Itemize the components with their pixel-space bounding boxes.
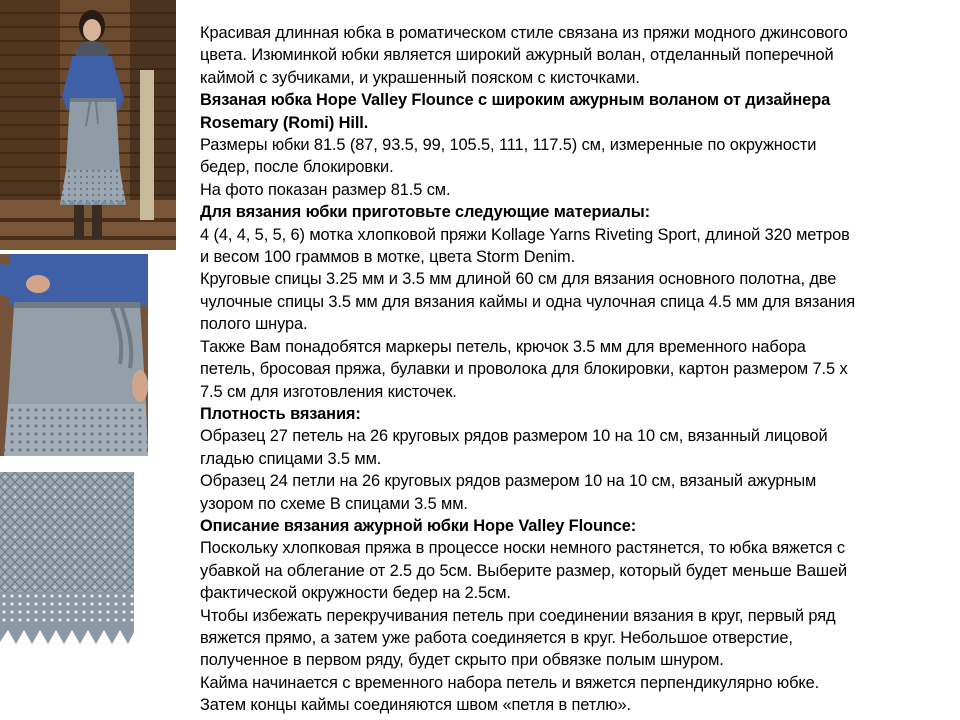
edging-paragraph: Кайма начинается с временного набора петель и вяжется перпендикулярно юбке. Затем концы каймы соединяются швом «петля в петлю». xyxy=(200,673,820,715)
photo-skirt-waist-closeup xyxy=(0,254,148,456)
sizes-paragraph: Размеры юбки 81.5 (87, 93.5, 99, 105.5, 111, 117.5) см, измеренные по окружности бедер, после блокировки. xyxy=(200,136,817,177)
gauge-heading: Плотность вязания: xyxy=(200,404,361,423)
intro-paragraph: Красивая длинная юбка в роматическом стиле связана из пряжи модного джинсового цвета. Изюминкой юбки является широкий ажурный волан, отделанный поперечной каймой с зубчиками, и украшенный пояском с кисточками. xyxy=(200,24,848,87)
yarn-paragraph: 4 (4, 4, 5, 5, 6) мотка хлопковой пряжи Kollage Yarns Riveting Sport, длиной 320 метров и весом 100 граммов в мотке, цвета Storm Denim. xyxy=(200,225,850,267)
materials-heading: Для вязания юбки приготовьте следующие материалы: xyxy=(200,203,651,222)
photo-model-full-length xyxy=(0,0,176,250)
instructions-heading: Описание вязания ажурной юбки Hope Valley Flounce: xyxy=(200,516,637,535)
pattern-description-text xyxy=(200,22,956,717)
joining-paragraph: Чтобы избежать перекручивания петель при соединении вязания в круг, первый ряд вяжется прямо, а затем уже работа соединяется в круг. Небольшое отверстие, полученное в первом ряду, будет скрыто при обвязке полым шнуром. xyxy=(200,606,836,670)
photo-size-paragraph: На фото показан размер 81.5 см. xyxy=(200,180,451,199)
notions-paragraph: Также Вам понадобятся маркеры петель, крючок 3.5 мм для временного набора петель, бросовая пряжа, булавки и проволока для блокировки, картон размером 7.5 х 7.5 см для изготовления кисточек. xyxy=(200,337,848,401)
gauge-lace-paragraph: Образец 24 петли на 26 круговых рядов размером 10 на 10 см, вязаный ажурным узором по схеме B спицами 3.5 мм. xyxy=(200,472,817,513)
ease-paragraph: Поскольку хлопковая пряжа в процессе носки немного растянется, то юбка вяжется с убавкой на облегание от 2.5 до 5см. Выберите размер, который будет меньше Вашей фактической окружности бедер на 2.5см. xyxy=(200,539,848,603)
needles-paragraph: Круговые спицы 3.25 мм и 3.5 мм длиной 60 см для вязания основного полотна, две чулочные спицы 3.5 мм для вязания каймы и одна чулочная спица 4.5 мм для вязания полого шнура. xyxy=(200,270,856,334)
pattern-title-heading: Вязаная юбка Hope Valley Flounce с широким ажурным воланом от дизайнера Rosemary (Romi) Hill. xyxy=(200,91,831,132)
gauge-stockinette-paragraph: Образец 27 петель на 26 круговых рядов размером 10 на 10 см, вязанный лицовой гладью спицами 3.5 мм. xyxy=(200,427,828,468)
photo-lace-flounce-closeup xyxy=(0,472,134,672)
